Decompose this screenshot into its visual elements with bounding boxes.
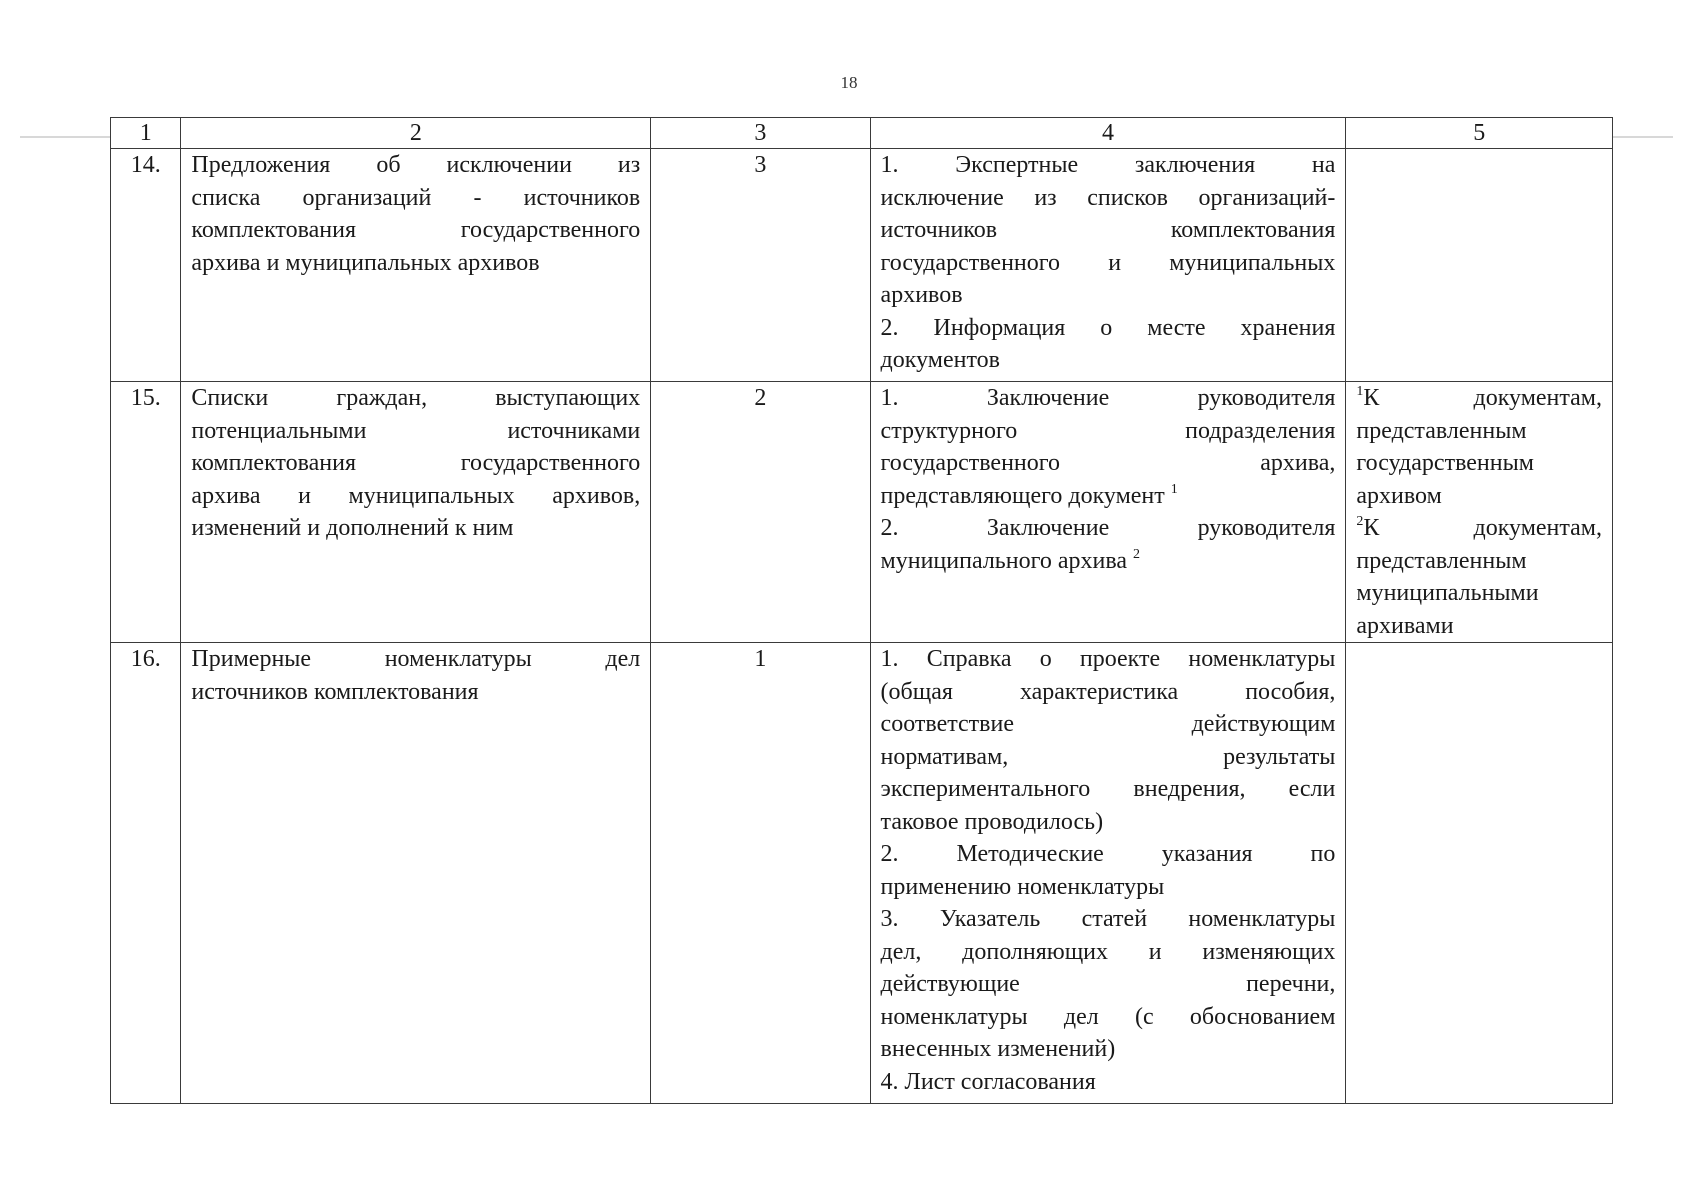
row-title: Списки граждан, выступающих потенциальными источниками комплектования государственного архива и муниципальных архивов, изменений и дополнений к ним [181, 382, 651, 643]
footnote-marker: 1 [1356, 384, 1364, 399]
row-documents: 1. Справка о проекте номенклатуры (общая характеристика пособия, соответствие действующим нормативам, результаты экспериментального внедрения, если таковое проводилось) 2. Методические указания по применению номенклатуры 3. Указатель статей номенклатуры дел, дополняющих и изменяющих действующие перечни, номенклатуры дел (с обоснованием внесенных изменений) 4. Лист согласования [870, 643, 1346, 1104]
column-header: 4 [870, 118, 1346, 149]
row-number: 16. [111, 643, 181, 1104]
scan-artifact-left [20, 136, 110, 138]
column-header: 1 [111, 118, 181, 149]
table-row [111, 643, 1613, 1104]
table-header-row [111, 118, 1613, 149]
row-note: $^1$К документам, представленным государственным архивом $^2$К документам, представленным муниципальными архивами [1346, 382, 1613, 643]
row-title: Примерные номенклатуры дел источников комплектования [181, 643, 651, 1104]
row-number: 14. [111, 149, 181, 382]
row-note [1346, 149, 1613, 382]
footnote-marker: 1 [1170, 481, 1178, 497]
row-number: 15. [111, 382, 181, 643]
column-header: 5 [1346, 118, 1613, 149]
document-table [110, 117, 1613, 1104]
row-count: 1 [651, 643, 870, 1104]
row-documents: 1. Заключение руководителя структурного подразделения государственного архива, представляющего документ $^1$ 2. Заключение руководителя муниципального архива $^2$ [870, 382, 1346, 643]
column-header: 3 [651, 118, 870, 149]
row-count: 2 [651, 382, 870, 643]
page-number: 18 [840, 73, 858, 92]
column-header: 2 [181, 118, 651, 149]
footnote-marker: 2 [1356, 514, 1364, 529]
row-documents: 1. Экспертные заключения на исключение из списков организаций- источников комплектования государственного и муниципальных архивов 2. Информация о месте хранения документов [870, 149, 1346, 382]
row-count: 3 [651, 149, 870, 382]
footnote-marker: 2 [1133, 546, 1140, 562]
table-row [111, 382, 1613, 643]
row-title: Предложения об исключении из списка организаций - источников комплектования государственного архива и муниципальных архивов [181, 149, 651, 382]
scan-artifact-right [1613, 136, 1673, 138]
table-row [111, 149, 1613, 382]
row-note [1346, 643, 1613, 1104]
